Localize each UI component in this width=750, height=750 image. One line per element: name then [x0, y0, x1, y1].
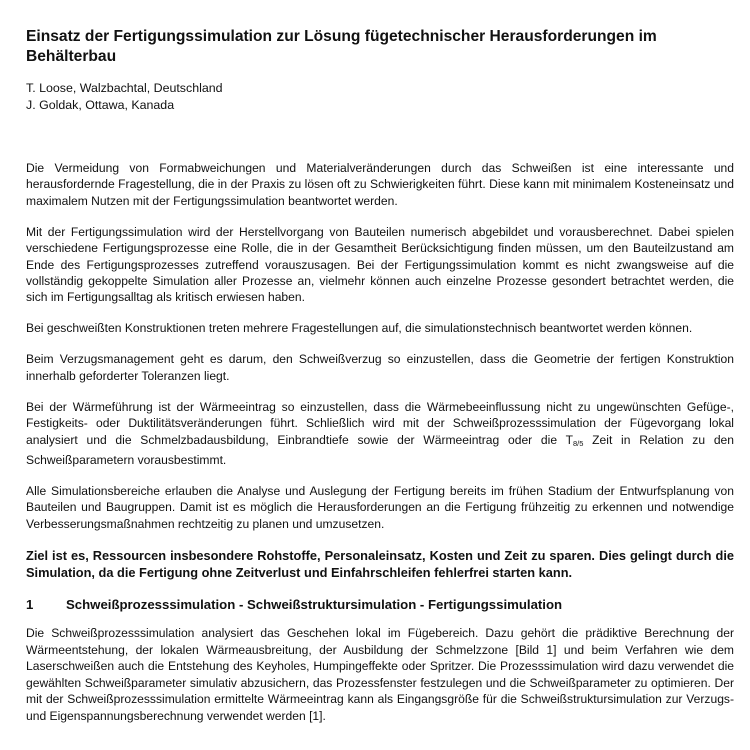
abstract-paragraph-2: Mit der Fertigungssimulation wird der Herstellvorgang von Bauteilen numerisch abgebildet und vorausberechnet. Dabei spielen verschiedene Fertigungsprozesse eine Rolle, die in der Gesamtheit Berücksichtigung finden müssen, um den Bauteilzustand am Ende des Fertigungsprozesses zutreffend vorauszusagen. Bei der Fertigungssimulation kommt es nicht zwangsweise auf die vollständig gekoppelte Simulation aller Prozesse an, vielmehr können auch einzelne Prozesse gesondert betrachtet werden, die sich im Fertigungsalltag als kritisch erwiesen haben.	[26, 224, 734, 305]
section-title: Schweißprozesssimulation - Schweißstruktursimulation - Fertigungssimulation	[66, 597, 563, 613]
author-2: J. Goldak, Ottawa, Kanada	[26, 98, 175, 112]
abstract-paragraph-1: Die Vermeidung von Formabweichungen und Materialveränderungen durch das Schweißen ist eine interessante und herausfordernde Fragestellung, die in der Praxis zu lösen oft zu Schwierigkeiten führt. Diese kann mit minimalem Kosteneinsatz und maximalem Nutzen mit der Fertigungssimulation beantwortet werden.	[26, 161, 734, 208]
section-paragraph-1: Die Schweißprozesssimulation analysiert das Geschehen lokal im Fügebereich. Dazu gehört die prädiktive Berechnung der Wärmeentstehung, der lokalen Wärmeausbreitung, der Ausbildung der Schmelzzone [Bild 1] und beim Verfahren wie dem Laserschweißen auch die Entstehung des Keyholes, Humpingeffekte oder Spritzer. Die Prozesssimulation wird dazu verwendet die gewählten Schweißparameter simulativ abzusichern, das Prozessfenster festzulegen und die Schweißparameter zu optimieren. Der mit der Schweißprozesssimulation ermittelte Wärmeeintrag kann als Eingangsgröße für die Schweißstruktursimulation zur Verzugs- und Eigenspannungsberechnung verwendet werden [1].	[26, 626, 734, 723]
author-list	[26, 80, 734, 114]
paper-title: Einsatz der Fertigungssimulation zur Lösung fügetechnischer Herausforderungen im Behälterbau	[26, 28, 657, 65]
abstract-paragraph-3: Bei geschweißten Konstruktionen treten mehrere Fragestellungen auf, die simulationstechnisch beantwortet werden können.	[26, 321, 693, 336]
author-1: T. Loose, Walzbachtal, Deutschland	[26, 81, 223, 95]
section-heading	[26, 596, 734, 613]
abstract-paragraph-6: Alle Simulationsbereiche erlauben die Analyse und Auslegung der Fertigung bereits im frühen Stadium der Entwurfsplanung von Bauteilen und Baugruppen. Damit ist es möglich die Herausforderungen an die Fertigung frühzeitig zu erkennen und notwendige Verbesserungsmaßnahmen rechtzeitig zu planen und umzusetzen.	[26, 484, 734, 531]
paragraph-5-text-after-subscript: Zeit in Relation zu den Schweißparametern vorausbestimmt.	[26, 432, 734, 468]
abstract-paragraph-goal: Ziel ist es, Ressourcen insbesondere Rohstoffe, Personaleinsatz, Kosten und Zeit zu sparen. Dies gelingt durch die Simulation, da die Fertigung ohne Zeitverlust und Einfahrschleifen fehlerfrei starten kann.	[26, 547, 734, 581]
paragraph-5-text-before-subscript: Bei der Wärmeführung ist der Wärmeeintrag so einzustellen, dass die Wärmebeeinflussung nicht zu ungewünschten Gefüge-, Festigkeits- oder Duktilitätsveränderungen führt. Schließlich wird mit der Schweißprozesssimulation der Fügevorgang lokal analysiert und die Schmelzbadausbildung, Einbrandtiefe sowie der Wärmeeintrag oder die T	[26, 399, 734, 447]
abstract-paragraph-5	[26, 399, 734, 469]
section-number: 1	[26, 597, 34, 613]
abstract-paragraph-4: Beim Verzugsmanagement geht es darum, den Schweißverzug so einzustellen, dass die Geometrie der fertigen Konstruktion innerhalb geforderter Toleranzen liegt.	[26, 352, 734, 383]
t85-subscript: 8/5	[572, 438, 584, 448]
paper-page	[26, 27, 734, 739]
